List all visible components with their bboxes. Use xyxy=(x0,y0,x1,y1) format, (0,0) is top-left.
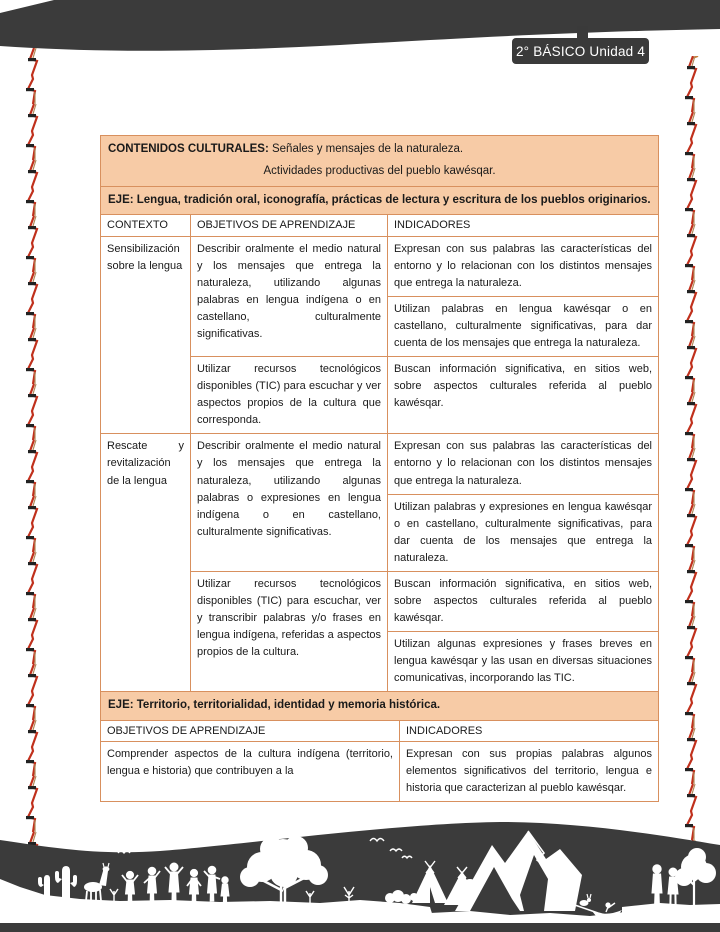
cell-objetivo-1-1: Describir oralmente el medio natural y los mensajes que entrega la naturaleza, utilizando algunas palabras en lengua indígena o en castellano, culturalmente significativas. xyxy=(191,236,388,356)
cell-objetivo-2-1: Describir oralmente el medio natural y los mensajes que entrega la naturaleza, utilizando algunas palabras o expresiones en lengua indígena o en castellano, culturalmente significativas. xyxy=(191,434,388,571)
header-objetivos: OBJETIVOS DE APRENDIZAJE xyxy=(191,215,388,237)
cell-objetivo-2-2: Utilizar recursos tecnológicos disponibles (TIC) para escuchar, ver y transcribir palabras y/o frases en lengua indígena, referidas a aspectos propios de la cultura. xyxy=(191,571,388,691)
contenidos-label: CONTENIDOS CULTURALES: xyxy=(108,143,269,155)
zigzag-border-right-icon xyxy=(682,56,704,848)
cell-contexto-2: Rescate y revitalización de la lengua xyxy=(101,434,191,692)
header2-indicadores: INDICADORES xyxy=(400,720,659,742)
contenidos-culturales-cell xyxy=(101,136,659,187)
cell-indicador-1-2-1: Buscan información significativa, en sitios web, sobre aspectos culturales referida al pueblo kawésqar. xyxy=(388,357,659,434)
cell2-objetivo-1: Comprender aspectos de la cultura indígena (territorio, lengua e historia) que contribuyen a la xyxy=(101,742,400,802)
zigzag-border-left-icon xyxy=(22,48,44,858)
curriculum-table xyxy=(100,135,658,802)
cell2-indicador-1: Expresan con sus propias palabras algunos elementos significativos del territorio, lengua e historia que caracterizan al pueblo kawésqar. xyxy=(400,742,659,802)
header-contexto: CONTEXTO xyxy=(101,215,191,237)
cell-indicador-1-1-1: Expresan con sus palabras las características del entorno y lo relacionan con los distintos mensajes que entrega la naturaleza. xyxy=(388,236,659,296)
ground-right xyxy=(622,903,720,923)
cell-indicador-1-1-2: Utilizan palabras en lengua kawésqar o en castellano, culturalmente significativas, para dar cuenta de los mensajes que entrega la naturaleza. xyxy=(388,297,659,357)
cell-indicador-2-1-1: Expresan con sus palabras las características del entorno y lo relacionan con los distintos mensajes que entrega la naturaleza. xyxy=(388,434,659,494)
eje-territorio-cell: EJE: Territorio, territorialidad, identidad y memoria histórica. xyxy=(101,692,659,721)
cell-indicador-2-2-2: Utilizan algunas expresiones y frases breves en lengua kawésqar y las usan en diversas situaciones comunicativas, incorporando las TIC. xyxy=(388,631,659,691)
cell-indicador-2-1-2: Utilizan palabras y expresiones en lengua kawésqar o en castellano, culturalmente significativas, para dar cuenta de los mensajes que entrega la naturaleza. xyxy=(388,494,659,571)
header-indicadores: INDICADORES xyxy=(388,215,659,237)
table-section-territorio xyxy=(100,691,659,802)
table-section-lengua xyxy=(100,135,659,692)
cell-objetivo-1-2: Utilizar recursos tecnológicos disponibles (TIC) para escuchar y ver aspectos propios de la cultura que corresponda. xyxy=(191,357,388,434)
cell-contexto-1: Sensibilización sobre la lengua xyxy=(101,236,191,433)
footer-illustration xyxy=(0,815,720,932)
eje-lengua-cell: EJE: Lengua, tradición oral, iconografía, prácticas de lectura y escritura de los pueblos originarios. xyxy=(101,186,659,215)
unit-badge-label: 2° BÁSICO Unidad 4 xyxy=(515,43,646,59)
cell-indicador-2-2-1: Buscan información significativa, en sitios web, sobre aspectos culturales referida al pueblo kawésqar. xyxy=(388,571,659,631)
unit-badge xyxy=(512,38,649,64)
header2-objetivos: OBJETIVOS DE APRENDIZAJE xyxy=(101,720,400,742)
contenidos-line2: Actividades productivas del pueblo kawésqar. xyxy=(263,164,496,177)
contenidos-line1: Señales y mensajes de la naturaleza. xyxy=(271,143,464,155)
